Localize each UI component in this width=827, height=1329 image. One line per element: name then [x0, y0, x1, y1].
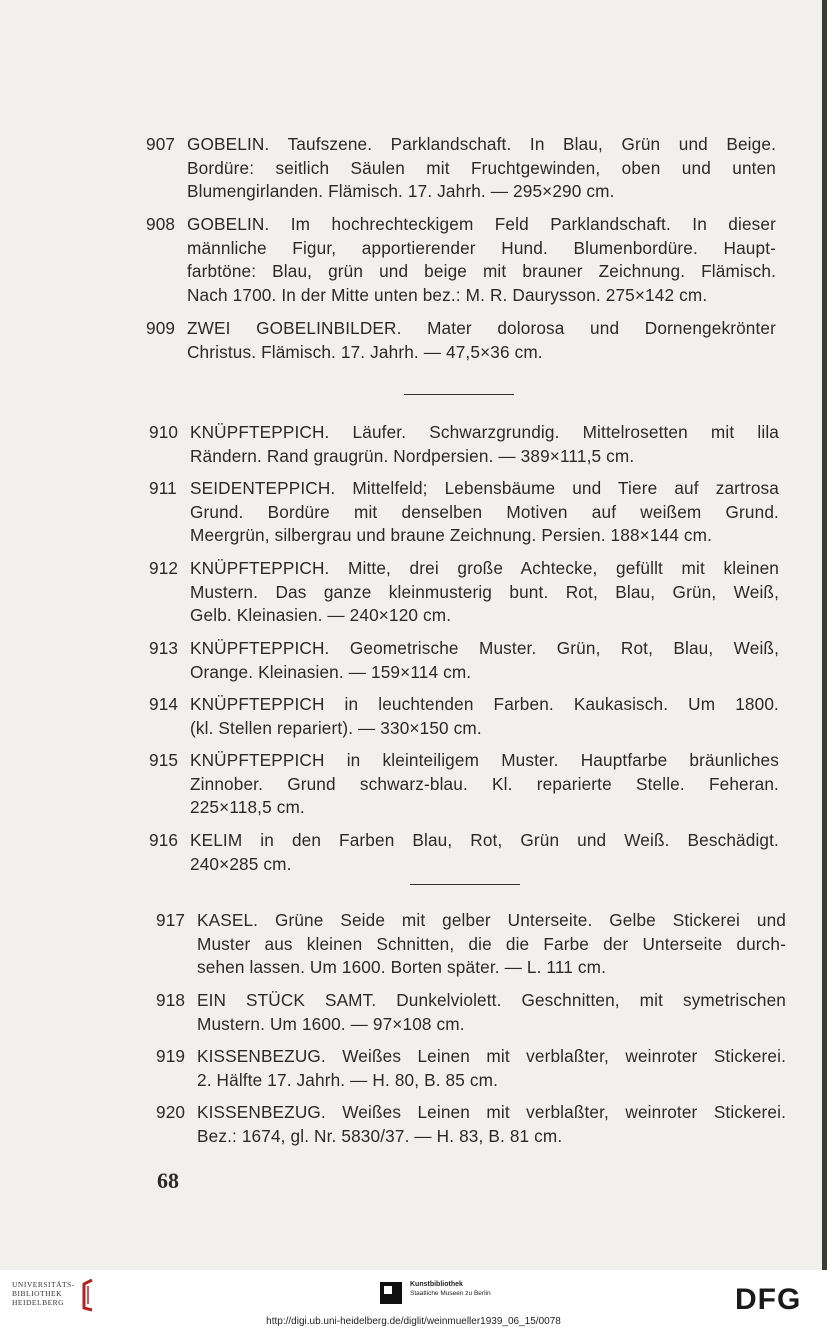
- page-edge-shadow: [822, 0, 827, 1270]
- entry-text-line: KNÜPFTEPPICH. Mitte, drei große Achtecke, gefüllt mit kleinen: [190, 558, 779, 578]
- entry-number: 908: [146, 214, 176, 234]
- catalog-entry: [146, 133, 776, 204]
- dfg-logo: DFG: [735, 1283, 802, 1316]
- catalog-entry: [156, 909, 786, 980]
- entry-text-line: Grund. Bordüre mit denselben Motiven auf weißem Grund.: [190, 501, 779, 522]
- entry-text-line: Bez.: 1674, gl. Nr. 5830/37. — H. 83, B. 81 cm.: [197, 1125, 563, 1146]
- entry-text-line: (kl. Stellen repariert). — 330×150 cm.: [190, 717, 482, 738]
- entry-text-line: Nach 1700. In der Mitte unten bez.: M. R. Daurysson. 275×142 cm.: [187, 284, 708, 305]
- entry-text-line: GOBELIN. Taufszene. Parklandschaft. In Blau, Grün und Beige.: [187, 134, 776, 154]
- entry-text-line: KISSENBEZUG. Weißes Leinen mit verblaßter, weinroter Stickerei.: [197, 1046, 786, 1066]
- university-seal-icon: [78, 1278, 98, 1312]
- entry-text-line: 240×285 cm.: [190, 853, 292, 874]
- entry-text-line: KASEL. Grüne Seide mit gelber Unterseite. Gelbe Stickerei und: [197, 910, 786, 930]
- entry-text-line: KNÜPFTEPPICH in leuchtenden Farben. Kaukasisch. Um 1800.: [190, 694, 779, 714]
- entry-number: 911: [149, 478, 177, 498]
- entry-text-line: KNÜPFTEPPICH. Läufer. Schwarzgrundig. Mittelrosetten mit lila: [190, 422, 779, 442]
- entry-text-line: KNÜPFTEPPICH. Geometrische Muster. Grün, Rot, Blau, Weiß,: [190, 638, 779, 658]
- entry-text-line: ZWEI GOBELINBILDER. Mater dolorosa und Dornengekrönter: [187, 318, 776, 338]
- university-library-logo: UNIVERSITÄTS- BIBLIOTHEK HEIDELBERG: [12, 1280, 75, 1307]
- entry-text-line: Gelb. Kleinasien. — 240×120 cm.: [190, 605, 452, 625]
- entry-number: 914: [149, 694, 179, 714]
- entry-text-line: KISSENBEZUG. Weißes Leinen mit verblaßter, weinroter Stickerei.: [197, 1102, 786, 1122]
- catalog-entry: [149, 557, 779, 628]
- entry-text-line: Meergrün, silbergrau und braune Zeichnung. Persien. 188×144 cm.: [190, 525, 713, 545]
- page-number: 68: [157, 1168, 179, 1193]
- entry-number: 907: [146, 134, 176, 154]
- entry-text-line: farbtöne: Blau, grün und beige mit brauner Zeichnung. Flämisch.: [187, 261, 776, 281]
- entry-text-line: KNÜPFTEPPICH in kleinteiligem Muster. Hauptfarbe bräunliches: [190, 750, 779, 770]
- separator-rule-2: [410, 884, 520, 885]
- entry-text-line: männliche Figur, apportierender Hund. Blumenbordüre. Haupt-: [187, 237, 776, 258]
- entry-number: 916: [149, 830, 179, 850]
- catalog-entry: [149, 829, 779, 876]
- entry-text-line: Christus. Flämisch. 17. Jahrh. — 47,5×36 cm.: [187, 341, 543, 362]
- catalog-entry: [149, 749, 779, 820]
- catalog-entry: [149, 477, 779, 548]
- catalog-entry: [146, 317, 776, 364]
- catalog-entry: [156, 989, 786, 1036]
- entry-text-line: Mustern. Das ganze kleinmusterig bunt. Rot, Blau, Grün, Weiß,: [190, 581, 779, 602]
- catalog-entry: [156, 1045, 786, 1092]
- entry-number: 919: [156, 1046, 186, 1066]
- entry-number: 915: [149, 750, 179, 770]
- entry-text-line: Orange. Kleinasien. — 159×114 cm.: [190, 661, 472, 682]
- entry-number: 909: [146, 318, 176, 338]
- catalog-entry: [149, 637, 779, 684]
- separator-rule-1: [404, 394, 514, 395]
- entry-text-line: Muster aus kleinen Schnitten, die die Farbe der Unterseite durch-: [197, 933, 786, 954]
- entry-text-line: Rändern. Rand graugrün. Nordpersien. — 389×111,5 cm.: [190, 445, 635, 466]
- catalog-entry: [156, 1101, 786, 1148]
- source-url[interactable]: http://digi.ub.uni-heidelberg.de/diglit/weinmueller1939_06_15/0078: [266, 1316, 561, 1327]
- entry-text-line: Bordüre: seitlich Säulen mit Fruchtgewinden, oben und unten: [187, 157, 776, 178]
- kunstbibliothek-logo-icon: [378, 1280, 404, 1306]
- entry-number: 910: [149, 422, 179, 442]
- entry-number: 913: [149, 638, 179, 658]
- entry-text-line: Zinnober. Grund schwarz-blau. Kl. reparierte Stelle. Feheran.: [190, 773, 779, 794]
- entry-text-line: KELIM in den Farben Blau, Rot, Grün und Weiß. Beschädigt.: [190, 830, 779, 850]
- entry-text-line: EIN STÜCK SAMT. Dunkelviolett. Geschnitten, mit symetrischen: [197, 990, 786, 1010]
- catalog-entry: [146, 213, 776, 307]
- entry-text-line: SEIDENTEPPICH. Mittelfeld; Lebensbäume und Tiere auf zartrosa: [190, 478, 779, 498]
- entry-number: 917: [156, 910, 186, 930]
- entry-number: 920: [156, 1102, 186, 1122]
- entry-text-line: 225×118,5 cm.: [190, 797, 305, 817]
- catalog-entry: [149, 693, 779, 740]
- footer-bar: [0, 1270, 827, 1329]
- kunstbibliothek-text: Kunstbibliothek Staatliche Museen zu Berlin: [410, 1281, 491, 1297]
- catalog-entry: [149, 421, 779, 468]
- entry-text-line: 2. Hälfte 17. Jahrh. — H. 80, B. 85 cm.: [197, 1069, 499, 1090]
- entry-text-line: sehen lassen. Um 1600. Borten später. — L. 111 cm.: [197, 957, 607, 977]
- entry-text-line: Blumengirlanden. Flämisch. 17. Jahrh. — 295×290 cm.: [187, 181, 615, 201]
- entry-text-line: Mustern. Um 1600. — 97×108 cm.: [197, 1013, 465, 1034]
- entry-text-line: GOBELIN. Im hochrechteckigem Feld Parklandschaft. In dieser: [187, 214, 776, 234]
- entry-number: 912: [149, 558, 179, 578]
- entry-number: 918: [156, 990, 186, 1010]
